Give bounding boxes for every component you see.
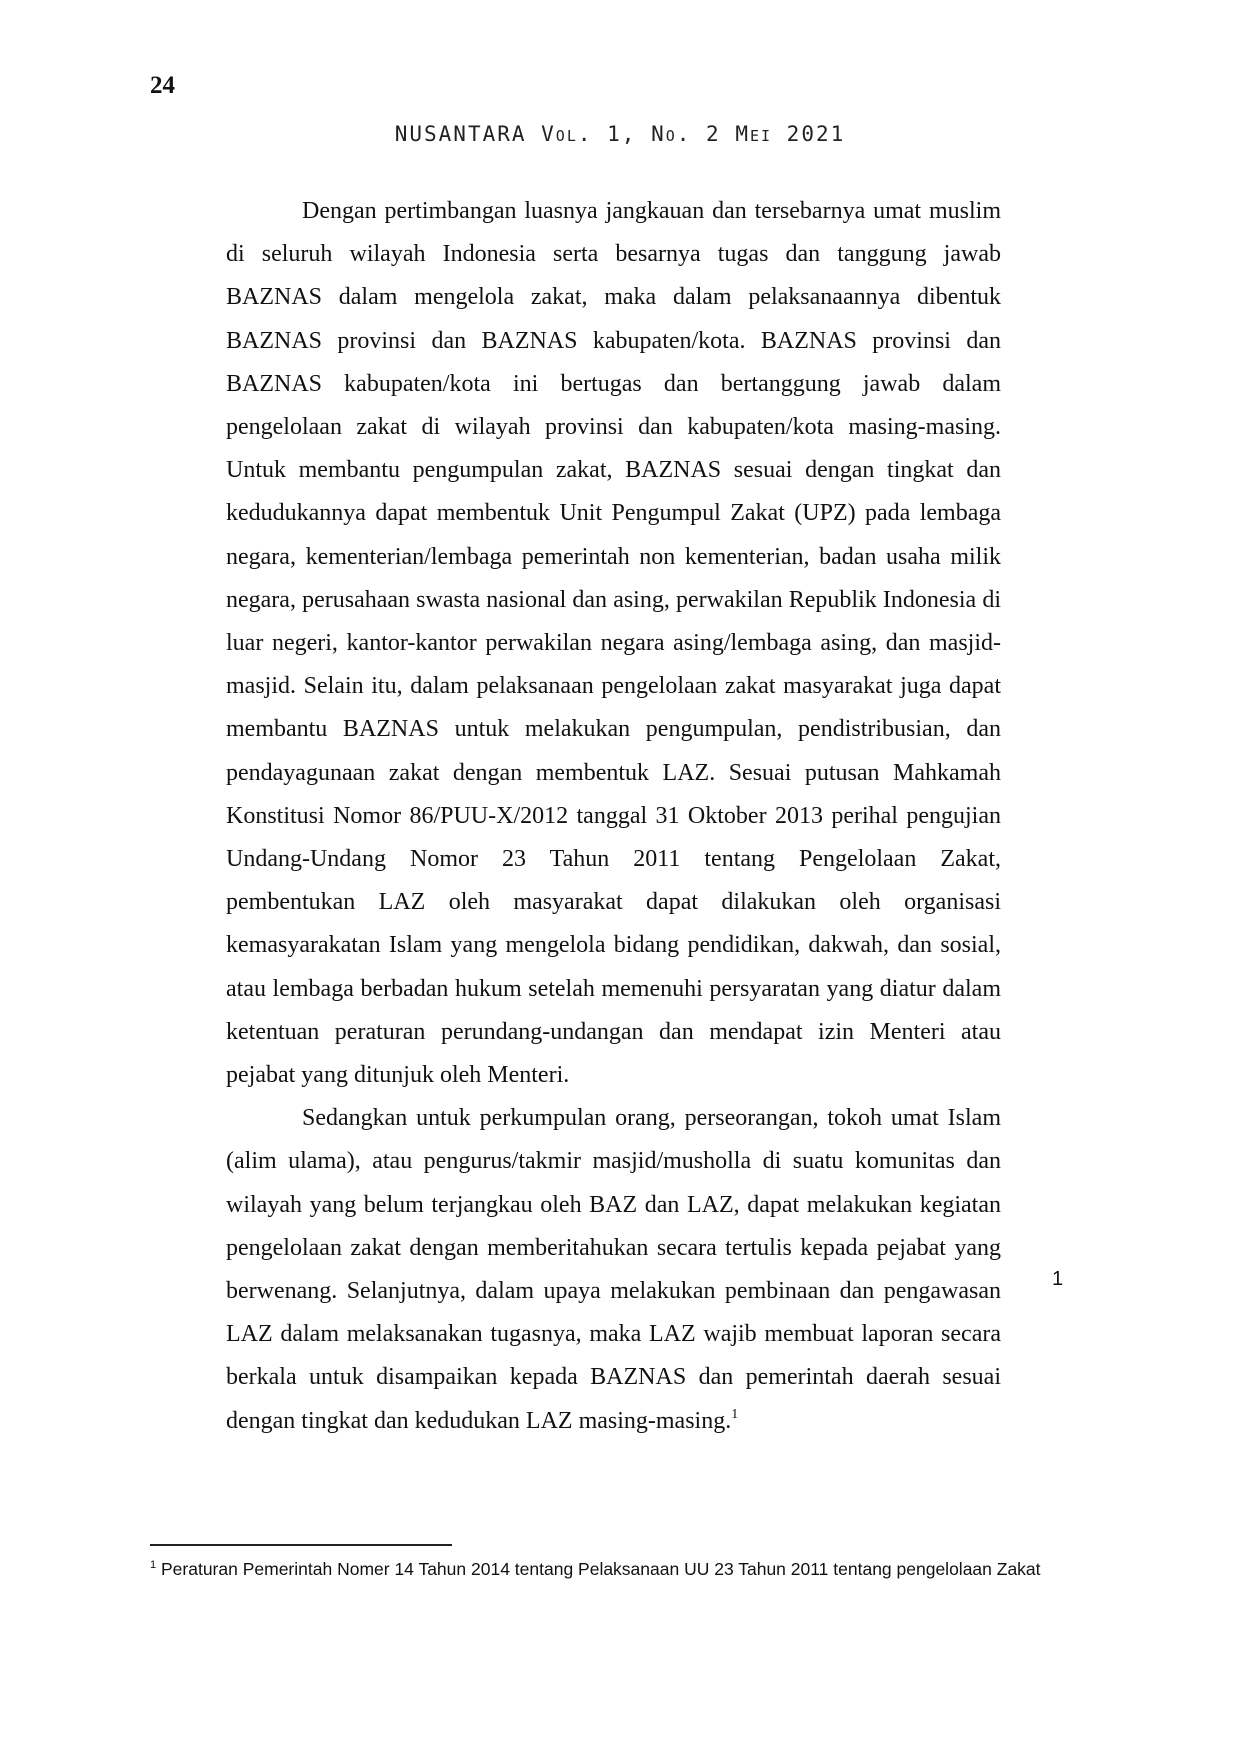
footnote-marker: 1 — [150, 1559, 157, 1571]
footnote-text: Peraturan Pemerintah Nomer 14 Tahun 2014 tentang Pelaksanaan UU 23 Tahun 2011 tentang pengelolaan Zakat — [161, 1559, 1041, 1579]
paragraph-text: Sedangkan untuk perkumpulan orang, perseorangan, tokoh umat Islam (alim ulama), atau pengurus/takmir masjid/musholla di suatu komunitas dan wilayah yang belum terjangkau oleh BAZ dan LAZ, dapat melakukan kegiatan pengelolaan zakat dengan memberitahukan secara tertulis kepada pejabat yang berwenang. Selanjutnya, dalam upaya melakukan pembinaan dan pengawasan LAZ dalam melaksanakan tugasnya, maka LAZ wajib membuat laporan secara berkala untuk disampaikan kepada BAZNAS dan pemerintah daerah sesuai dengan tingkat dan kedudukan LAZ masing-masing. — [226, 1105, 1001, 1434]
paragraph: Dengan pertimbangan luasnya jangkauan dan tersebarnya umat muslim di seluruh wilayah Indonesia serta besarnya tugas dan tanggung jawab BAZNAS dalam mengelola zakat, maka dalam pelaksanaannya dibentuk BAZNAS provinsi dan BAZNAS kabupaten/kota. BAZNAS provinsi dan BAZNAS kabupaten/kota ini bertugas dan bertanggung jawab dalam pengelolaan zakat di wilayah provinsi dan kabupaten/kota masing-masing. Untuk membantu pengumpulan zakat, BAZNAS sesuai dengan tingkat dan kedudukannya dapat membentuk Unit Pengumpul Zakat (UPZ) pada lembaga negara, kementerian/lembaga pemerintah non kementerian, badan usaha milik negara, perusahaan swasta nasional dan asing, perwakilan Republik Indonesia di luar negeri, kantor-kantor perwakilan negara asing/lembaga asing, dan masjid-masjid. Selain itu, dalam pelaksanaan pengelolaan zakat masyarakat juga dapat membantu BAZNAS untuk melakukan pengumpulan, pendistribusian, dan pendayagunaan zakat dengan membentuk LAZ. Sesuai putusan Mahkamah Konstitusi Nomor 86/PUU-X/2012 tanggal 31 Oktober 2013 perihal pengujian Undang-Undang Nomor 23 Tahun 2011 tentang Pengelolaan Zakat, pembentukan LAZ oleh masyarakat dapat dilakukan oleh organisasi kemasyarakatan Islam yang mengelola bidang pendidikan, dakwah, dan sosial, atau lembaga berbadan hukum setelah memenuhi persyaratan yang diatur dalam ketentuan peraturan perundang-undangan dan mendapat izin Menteri atau pejabat yang ditunjuk oleh Menteri. — [226, 198, 1001, 1089]
margin-number: 1 — [1052, 1268, 1064, 1290]
footnote-separator — [150, 1544, 452, 1546]
footnote — [150, 1556, 1090, 1582]
page-number: 24 — [150, 72, 175, 99]
body-text — [226, 190, 1001, 1443]
paragraph — [226, 1097, 1001, 1443]
footnote-reference[interactable]: 1 — [731, 1406, 739, 1422]
running-header: NUSANTARA Vol. 1, No. 2 Mei 2021 — [394, 122, 846, 146]
